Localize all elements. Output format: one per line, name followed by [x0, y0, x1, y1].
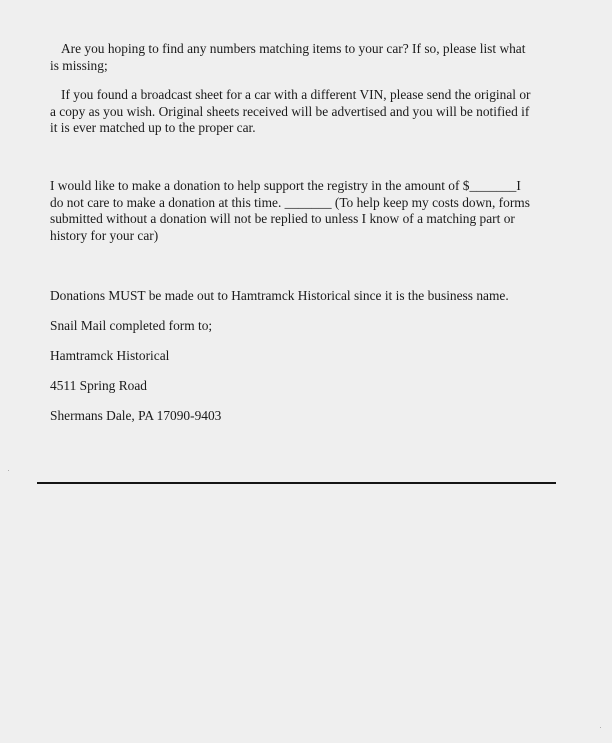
- broadcast-sheet-paragraph: [50, 87, 550, 137]
- donation-line-1: I would like to make a donation to help support the registry in the amount of $_______I: [50, 178, 521, 193]
- mail-city-state-zip: Shermans Dale, PA 17090-9403: [50, 408, 222, 423]
- donation-line-2: do not care to make a donation at this time. _______ (To help keep my costs down, forms: [50, 194, 530, 210]
- mail-recipient-name: Hamtramck Historical: [50, 348, 170, 363]
- donation-paragraph: [50, 178, 550, 244]
- horizontal-divider: [37, 482, 556, 484]
- missing-items-question-line-1: Are you hoping to find any numbers matching items to your car? If so, please list what: [61, 41, 526, 56]
- mail-street-address: 4511 Spring Road: [50, 378, 147, 393]
- missing-items-question: [50, 41, 550, 74]
- broadcast-sheet-line-2: a copy as you wish. Original sheets received will be advertised and you will be notified if: [50, 103, 530, 119]
- scan-speck: [600, 727, 601, 728]
- broadcast-sheet-line-3: it is ever matched up to the proper car.: [50, 120, 256, 135]
- scan-speck: [8, 470, 9, 471]
- broadcast-sheet-line-1: If you found a broadcast sheet for a car with a different VIN, please send the original or: [61, 87, 531, 102]
- missing-items-question-line-2: is missing;: [50, 57, 108, 73]
- donation-line-4: history for your car): [50, 227, 159, 243]
- donations-note: Donations MUST be made out to Hamtramck Historical since it is the business name.: [50, 288, 509, 303]
- donation-line-3: submitted without a donation will not be replied to unless I know of a matching part or: [50, 211, 515, 226]
- mail-instruction: Snail Mail completed form to;: [50, 318, 213, 333]
